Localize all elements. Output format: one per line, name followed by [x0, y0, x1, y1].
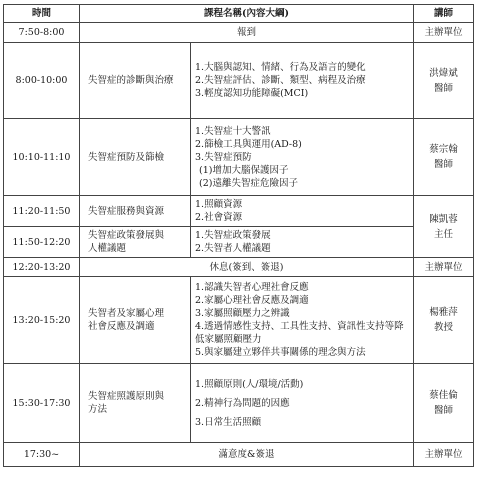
course-title — [80, 277, 191, 364]
speaker-cell — [414, 364, 474, 443]
course-content — [191, 277, 414, 364]
course-title-line: 社會反應及調適 — [88, 321, 155, 332]
speaker-cell: 主辦單位 — [414, 23, 474, 43]
content-item: 4.透過情感性支持、工具性支持、資訊性支持等降低家屬照顧壓力 — [195, 321, 404, 345]
course-title: 失智症服務與資源 — [80, 196, 191, 227]
time-cell: 10:10-11:10 — [4, 119, 80, 196]
content-item: 5.與家屬建立夥伴共事關係的理念與方法 — [195, 347, 366, 358]
speaker-name: 洪煒斌 — [429, 67, 458, 79]
content-item: 2.社會資源 — [195, 212, 243, 223]
speaker-name: 楊雅萍 — [429, 307, 458, 318]
course-title — [80, 227, 191, 258]
content-subitem: (2)遠離失智症危險因子 — [199, 177, 298, 189]
speaker-title: 主任 — [433, 228, 453, 240]
course-title-line: 失智者及家屬心理 — [88, 308, 165, 319]
table-row — [4, 258, 474, 277]
time-cell: 17:30~ — [4, 443, 80, 467]
speaker-cell: 主辦單位 — [414, 443, 474, 467]
merged-cell: 報到 — [80, 23, 414, 43]
speaker-cell — [414, 43, 474, 119]
merged-cell: 滿意度&簽退 — [80, 443, 414, 467]
course-content — [191, 227, 414, 258]
content-item: 1.認識失智者心理社會反應 — [195, 282, 309, 293]
course-content — [191, 196, 414, 227]
table-row — [4, 443, 474, 467]
speaker-name: 蔡宗翰 — [429, 144, 458, 155]
content-item: 3.家屬照顧壓力之辨識 — [195, 308, 290, 319]
header-course: 課程名稱(內容大綱) — [80, 5, 414, 23]
course-title-line: 失智症照護原則與 — [88, 391, 165, 402]
content-item: 2.篩檢工具與運用(AD-8) — [195, 138, 302, 150]
content-item: 1.照顧原則(人/環境/活動) — [195, 378, 304, 390]
table-row — [4, 196, 474, 227]
speaker-cell — [414, 196, 474, 258]
time-cell: 15:30-17:30 — [4, 364, 80, 443]
speaker-title: 醫師 — [433, 82, 453, 94]
table-row — [4, 119, 474, 196]
course-content — [191, 364, 414, 443]
content-item: 2.精神行為問題的因應 — [195, 397, 290, 409]
time-cell: 7:50-8:00 — [4, 23, 80, 43]
schedule-container — [3, 4, 473, 467]
time-cell: 11:20-11:50 — [4, 196, 80, 227]
content-subitem: (1)增加大腦保護因子 — [199, 164, 289, 176]
time-cell: 8:00-10:00 — [4, 43, 80, 119]
time-cell: 12:20-13:20 — [4, 258, 80, 277]
table-row — [4, 23, 474, 43]
speaker-title: 教授 — [433, 322, 453, 333]
table-row — [4, 364, 474, 443]
content-item: 1.照顧資源 — [195, 199, 243, 210]
content-item: 1.大腦與認知、情緒、行為及語言的變化 — [195, 62, 366, 73]
course-content — [191, 119, 414, 196]
table-row — [4, 277, 474, 364]
course-title — [80, 364, 191, 443]
table-row — [4, 227, 474, 258]
speaker-name: 陳凱蓉 — [429, 213, 458, 225]
content-item: 3.輕度認知功能障礙(MCI) — [195, 88, 309, 99]
content-item: 3.失智症預防 — [195, 151, 252, 163]
content-item: 1.失智症十大警訊 — [195, 125, 271, 137]
merged-cell: 休息(簽到、簽退) — [80, 258, 414, 277]
header-time: 時間 — [4, 5, 80, 23]
speaker-cell: 主辦單位 — [414, 258, 474, 277]
content-item: 3.日常生活照顧 — [195, 416, 262, 428]
course-title: 失智症的診斷與治療 — [80, 43, 191, 119]
speaker-title: 醫師 — [433, 159, 453, 170]
time-cell: 13:20-15:20 — [4, 277, 80, 364]
content-item: 2.失智者人權議題 — [195, 243, 271, 254]
header-row — [4, 5, 474, 23]
course-title-line: 失智症政策發展與 — [88, 230, 165, 241]
content-item: 2.失智症評估、診斷、類型、病程及治療 — [195, 75, 366, 86]
time-cell: 11:50-12:20 — [4, 227, 80, 258]
course-title-line: 方法 — [88, 404, 108, 415]
content-item: 2.家屬心理社會反應及調適 — [195, 295, 309, 306]
speaker-title: 醫師 — [433, 405, 453, 416]
course-content — [191, 43, 414, 119]
course-title-line: 人權議題 — [88, 243, 127, 254]
table-row — [4, 43, 474, 119]
schedule-table — [3, 4, 474, 467]
header-speaker: 講師 — [414, 5, 474, 23]
course-title: 失智症預防及篩檢 — [80, 119, 191, 196]
speaker-name: 蔡佳倫 — [429, 390, 458, 401]
content-item: 1.失智症政策發展 — [195, 230, 271, 241]
speaker-cell — [414, 119, 474, 196]
speaker-cell — [414, 277, 474, 364]
